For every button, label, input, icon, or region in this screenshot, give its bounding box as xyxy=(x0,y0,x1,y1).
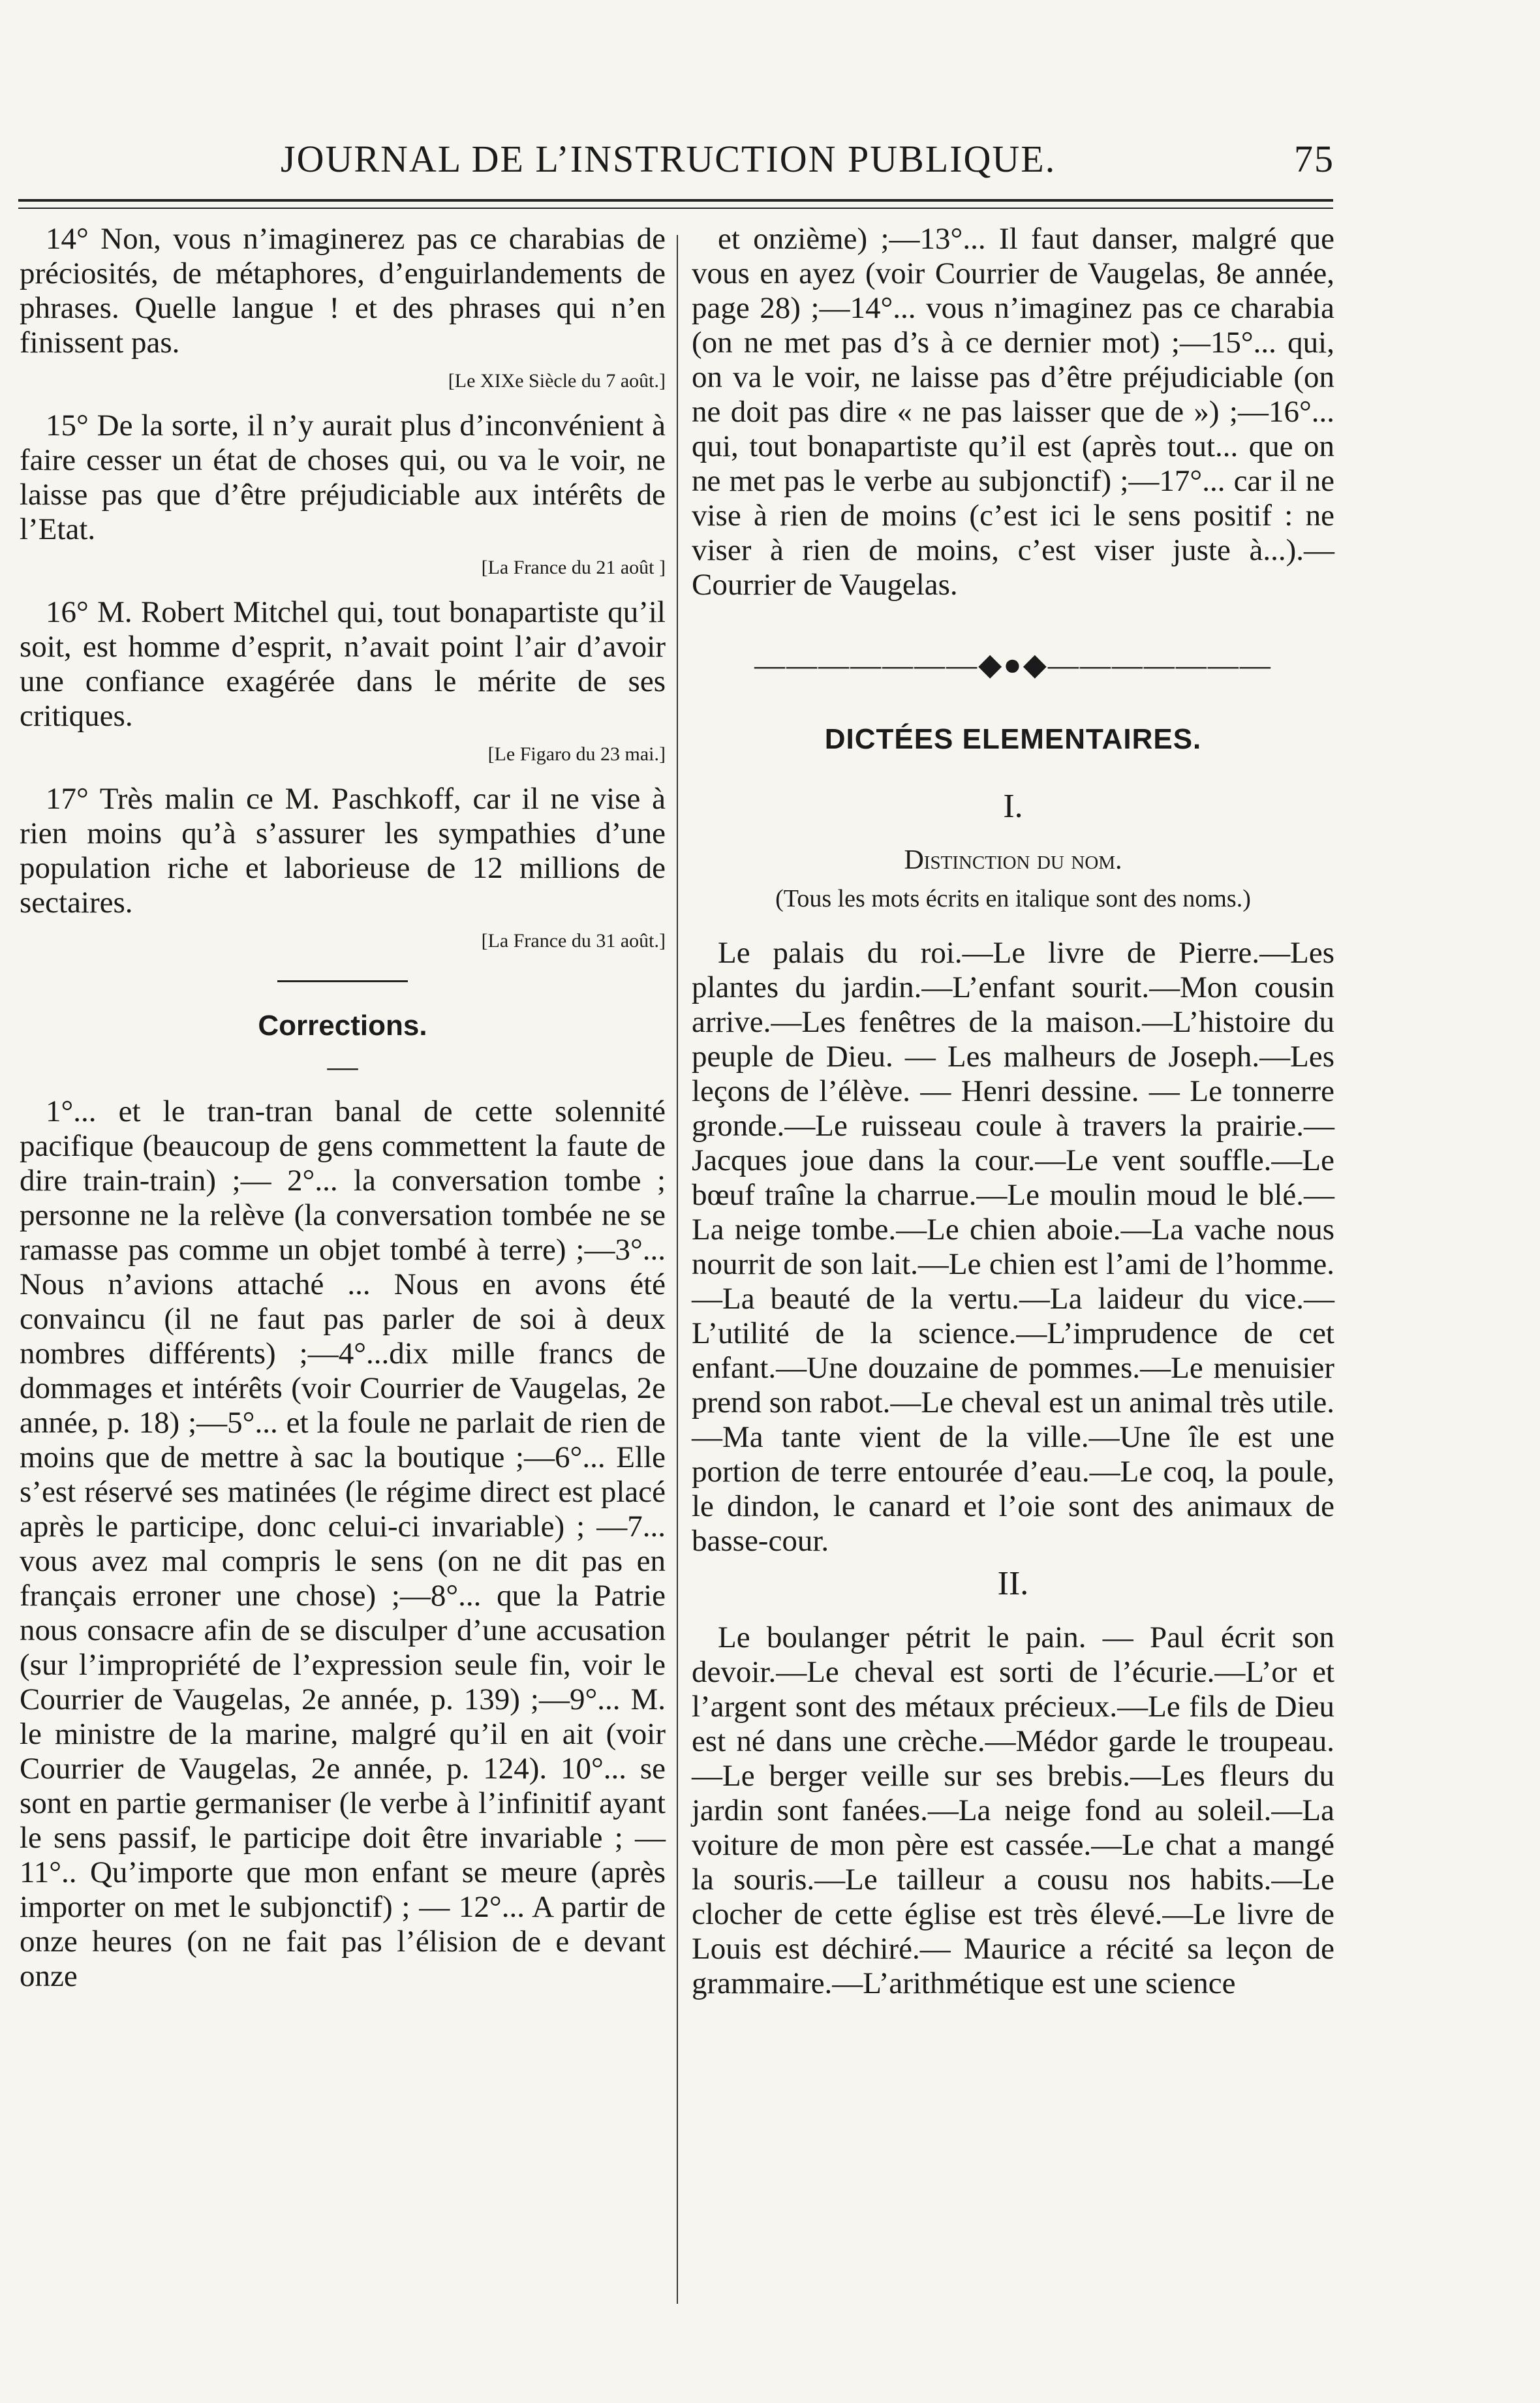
part-2-text: Le boulanger pétrit le pain. — Paul écrit son devoir.—Le cheval est sorti de l’écurie.—L’or et l’argent sont des métaux précieux.—Le fils de Dieu est né dans une crèche.—Médor garde le troupeau.—Le berger veille sur ses brebis.—Les fleurs du jardin sont fanées.—La neige fond au soleil.—La voiture de mon père est cassée.—Le chat a mangé la souris.—Le tailleur a cousu nos habits.—Le clocher de cette église est très élevé.—Le livre de Louis est déchiré.— Maurice a récité sa leçon de grammaire.—L’arithmétique est une science xyxy=(692,1620,1334,2000)
corrections-text: 1°... et le tran-tran banal de cette solennité pacifique (beaucoup de gens commettent la faute de dire train-train) ;— 2°... la conversation tombe ; personne ne la relève (la conversation tombée ne se ramasse pas comme un objet tombé à terre) ;—3°... Nous n’avions attaché ... Nous en avons été convaincu (il ne faut pas parler de soi à deux nombres différents) ;—4°...dix mille francs de dommages et intérêts (voir Courrier de Vaugelas, 2e année, p. 18) ;—5°... et la foule ne parlait de rien de moins que de mettre à sac la boutique ;—6°... Elle s’est réservé ses matinées (le régime direct est placé après le participe, donc celui-ci invariable) ; —7... vous avez mal compris le sens (on ne dit pas en français erroner une chose) ;—8°... que la Patrie nous consacre afin de se disculper d’une accusation (sur l’impropriété de l’expression seule fin, voir le Courrier de Vaugelas, 2e année, p. 139) ;—9°... M. le ministre de la marine, malgré qu’il en ait (voir Courrier de Vaugelas, 2e année, p. 124). 10°... se sont en partie germaniser (le verbe à l’infinitif ayant le sens passif, le participe doit être invariable ; — 11°.. Qu’importe que mon enfant se meure (après importer on met le subjonctif) ; — 12°... A partir de onze heures (on ne fait pas l’élision de e devant onze xyxy=(20,1094,666,1993)
part-1-text: Le palais du roi.—Le livre de Pierre.—Les plantes du jardin.—L’enfant sourit.—Mon cousin arrive.—Les fenêtres de la maison.—L’histoire du peuple de Dieu. — Les malheurs de Joseph.—Les leçons de l’élève. — Henri dessine. — Le tonnerre gronde.—Le ruisseau coule à travers la prairie.—Jacques joue dans la cour.—Le vent souffle.—Le bœuf traîne la charrue.—Le moulin moud le blé.—La neige tombe.—Le chien aboie.—La vache nous nourrit de son lait.—Le chien est l’ami de l’homme.—La beauté de la vertu.—La laideur du vice.—L’utilité de la science.—L’imprudence de cet enfant.—Une douzaine de pommes.—Le menuisier prend son rabot.—Le cheval est un animal très utile.—Ma tante vient de la ville.—Une île est une portion de terre entourée d’eau.—Le coq, la poule, le dindon, le canard et l’oie sont des animaux de basse-cour. xyxy=(692,936,1334,1558)
corrections-dash: — xyxy=(327,1049,358,1083)
column-divider xyxy=(677,235,678,2304)
section-rule xyxy=(277,980,408,982)
dictees-heading: DICTÉES ELEMENTAIRES. xyxy=(824,723,1202,755)
header-rule-thin xyxy=(18,208,1333,209)
source-15: [La France du 21 août ] xyxy=(481,557,666,578)
page-number: 75 xyxy=(1294,138,1334,180)
source-14: [Le XIXe Siècle du 7 août.] xyxy=(448,370,666,392)
corrections-heading: Corrections. xyxy=(258,1010,427,1042)
ornament-divider: ———————◆●◆——————— xyxy=(754,648,1272,682)
right-column xyxy=(692,222,1334,2009)
part-1-subtitle: Distinction du nom. xyxy=(904,845,1122,875)
quote-15: 15° De la sorte, il n’y aurait plus d’inconvénient à faire cesser un état de choses qui, ou va le voir, ne laisse pas que d’être préjudiciable aux intérêts de l’Etat. xyxy=(20,409,666,546)
quote-14: 14° Non, vous n’imaginerez pas ce charabias de préciosités, de métaphores, d’enguirlandements de phrases. Quelle langue ! et des phrases qui n’en finissent pas. xyxy=(20,222,666,360)
left-column xyxy=(20,222,666,2002)
part-2-numeral: II. xyxy=(997,1565,1029,1602)
source-17: [La France du 31 août.] xyxy=(481,930,666,952)
quote-17: 17° Très malin ce M. Paschkoff, car il ne vise à rien moins qu’à s’assurer les sympathies d’une population riche et laborieuse de 12 millions de sectaires. xyxy=(20,782,666,920)
corrections-continuation: et onzième) ;—13°... Il faut danser, malgré que vous en ayez (voir Courrier de Vaugelas, 8e année, page 28) ;—14°... vous n’imaginez pas ce charabia (on ne met pas d’s à ce dernier mot) ;—15°... qui, on va le voir, ne laisse pas d’être préjudiciable (on ne doit pas dire « ne pas laisser que de ») ;—16°... qui, tout bonapartiste qu’il est (après tout... que on ne met pas le verbe au subjonctif) ;—17°... car il ne vise à rien de moins (c’est ici le sens positif : ne viser à rien de moins, c’est viser juste à...).—Courrier de Vaugelas. xyxy=(692,222,1334,602)
header-rule-thick xyxy=(18,199,1333,202)
part-1-note: (Tous les mots écrits en italique sont des noms.) xyxy=(775,885,1251,912)
part-1-numeral: I. xyxy=(1003,788,1023,825)
quote-16: 16° M. Robert Mitchel qui, tout bonapartiste qu’il soit, est homme d’esprit, n’avait point l’air d’avoir une confiance exagérée dans le mérite de ses critiques. xyxy=(20,595,666,733)
journal-title: JOURNAL DE L’INSTRUCTION PUBLIQUE. xyxy=(281,138,1056,180)
source-16: [Le Figaro du 23 mai.] xyxy=(487,743,666,765)
